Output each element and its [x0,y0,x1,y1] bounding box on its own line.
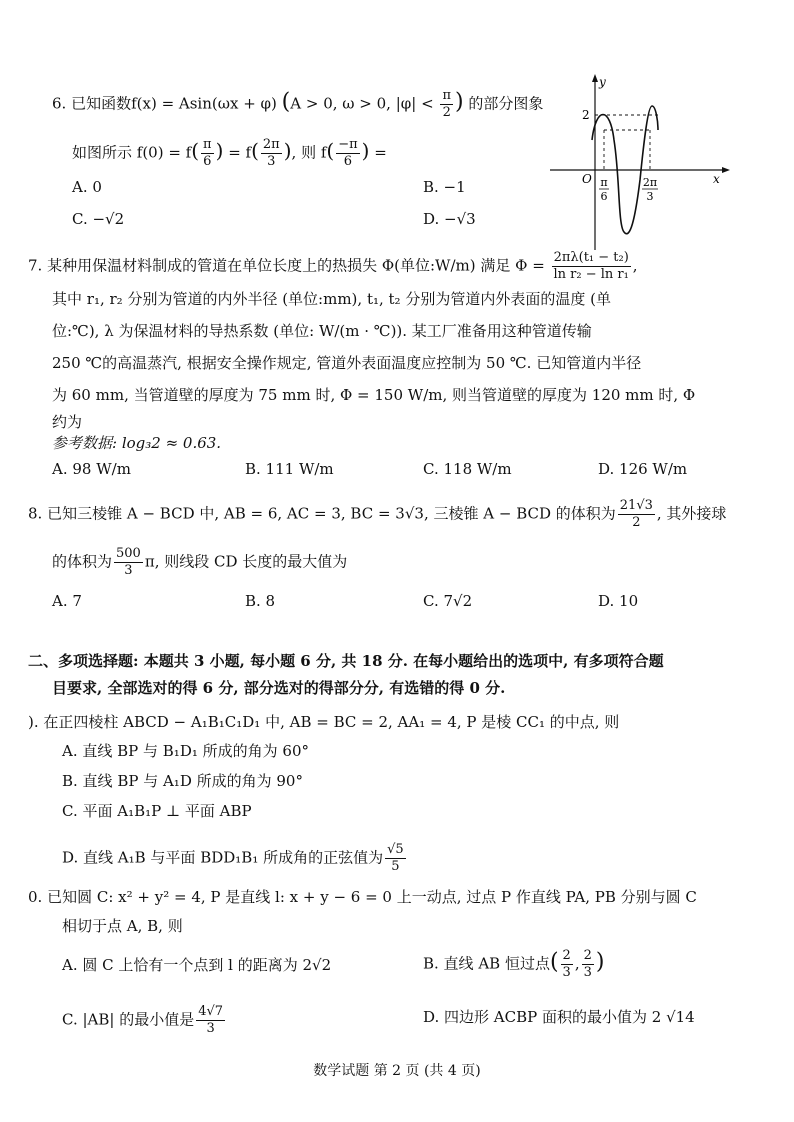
q7-option-c[interactable]: C. 118 W/m [423,460,512,478]
q8-option-a[interactable]: A. 7 [52,592,82,610]
tick-2pi-3-num: 2π [642,176,658,189]
q8-option-c[interactable]: C. 7√2 [423,592,473,610]
x-axis-label: x [713,172,720,186]
section2-title-line1: 二、多项选择题: 本题共 3 小题, 每小题 6 分, 共 18 分. 在每小题给出的选项中, 有多项符合题 [28,652,664,670]
q7-line3: 位:℃), λ 为保温材料的导热系数 (单位: W/(m · ℃)). 某工厂准备用这种管道传输 [52,322,592,340]
q10-option-b-frac-x: $\frac{2}{3}$ [562,948,571,980]
q6-frac-neg-pi-6: $\frac{-\pi}{6}$ [338,137,358,169]
q10-option-d[interactable]: D. 四边形 ACBP 面积的最小值为 2 √14 [423,1008,695,1026]
q6-frac-pi-over-2: $\frac{\pi}{2}$ [442,88,451,120]
q8-sphere-frac: $\frac{500}{3}$ [116,546,141,578]
q10-stem-line2: 相切于点 A, B, 则 [62,917,183,935]
q10-option-c-frac: $\frac{4√7}{3}$ [198,1004,224,1036]
q6-stem-b: 的部分图象 [468,94,544,113]
q6-option-c[interactable]: C. −√2 [72,210,125,228]
q9-option-b[interactable]: B. 直线 BP 与 A₁D 所成的角为 90° [62,772,303,790]
q10-option-b-frac-y: $\frac{2}{3}$ [583,948,592,980]
section2-title-line2: 目要求, 全部选对的得 6 分, 部分选对的得部分分, 有选错的得 0 分. [52,679,506,697]
q7-line4: 250 ℃的高温蒸汽, 根据安全操作规定, 管道外表面温度应控制为 50 ℃. 已知管道内半径 [52,354,642,372]
y-axis-arrow-icon [592,74,598,82]
q6-option-d[interactable]: D. −√3 [423,210,476,228]
q6-stem-line1: 6. 已知函数f(x) = Asin(ωx + φ) (A > 0, ω > 0, |φ| < $\frac{\pi}{2}$ ) 的部分图象 [52,88,544,120]
tick-2pi-3-den: 3 [646,190,654,203]
q7-line2: 其中 r₁, r₂ 分别为管道的内外半径 (单位:mm), t₁, t₂ 分别为管道内外表面的温度 (单 [52,290,611,308]
tick-pi-6-den: 6 [600,190,608,203]
q10-option-b[interactable]: B. 直线 AB 恒过点( $\frac{2}{3}$ , $\frac{2}{3}$ ) [423,948,605,980]
q10-stem-line1: 0. 已知圆 C: x² + y² = 4, P 是直线 l: x + y − 6 = 0 上一动点, 过点 P 作直线 PA, PB 分别与圆 C [28,888,697,906]
q9-option-d[interactable]: D. 直线 A₁B 与平面 BDD₁B₁ 所成角的正弦值为 $\frac{√5}{5}$ [62,842,404,874]
q6-condition: A > 0, ω > 0, |φ| < [290,94,434,113]
q9-option-d-frac: $\frac{√5}{5}$ [387,842,404,874]
q9-option-c[interactable]: C. 平面 A₁B₁P ⊥ 平面 ABP [62,802,252,820]
q10-option-a[interactable]: A. 圆 C 上恰有一个点到 l 的距离为 2√2 [62,956,332,974]
q7-option-a[interactable]: A. 98 W/m [52,460,131,478]
q9-stem: ). 在正四棱柱 ABCD − A₁B₁C₁D₁ 中, AB = BC = 2, AA₁ = 4, P 是棱 CC₁ 的中点, 则 [28,713,620,731]
q6-stem-line2: 如图所示 f(0) = f( $\frac{\pi}{6}$ ) = f( $\frac{2\pi}{3}$ ), 则 f( $\frac{-\pi}{6}$ ) = [72,137,387,169]
q8-volume-frac: $\frac{21√3}{2}$ [619,498,653,530]
q6-stem-a: 6. 已知函数f(x) = Asin(ωx + φ) [52,94,277,113]
q7-stem-line1: 7. 某种用保温材料制成的管道在单位长度上的热损失 Φ(单位:W/m) 满足 Φ = $\frac{\text{2πλ(t₁ − t₂)}}{\text{ln r₂ − ln r₁}}$ , [28,250,638,282]
amplitude-label: 2 [582,108,590,122]
q10-option-c[interactable]: C. |AB| 的最小值是 $\frac{4√7}{3}$ [62,1004,224,1036]
q7-reference-data: 参考数据: log₃2 ≈ 0.63. [52,434,222,452]
q8-option-d[interactable]: D. 10 [598,592,639,610]
q8-stem-line2: 的体积为 $\frac{500}{3}$ π, 则线段 CD 长度的最大值为 [52,546,348,578]
q7-option-d[interactable]: D. 126 W/m [598,460,688,478]
q6-frac-2pi-3: $\frac{2\pi}{3}$ [262,137,280,169]
x-axis-arrow-icon [722,167,730,173]
origin-label: O [582,172,592,186]
y-axis-label: y [599,75,606,89]
q7-option-b[interactable]: B. 111 W/m [245,460,334,478]
tick-pi-6-num: π [600,176,608,189]
q7-formula: $\frac{\text{2πλ(t₁ − t₂)}}{\text{ln r₂ − ln r₁}}$ [553,250,629,282]
q6-option-b[interactable]: B. −1 [423,178,466,196]
q6-frac-pi-6: $\frac{\pi}{6}$ [203,137,212,169]
q6-option-a[interactable]: A. 0 [72,178,102,196]
q8-option-b[interactable]: B. 8 [245,592,276,610]
q9-option-a[interactable]: A. 直线 BP 与 B₁D₁ 所成的角为 60° [62,742,309,760]
q8-stem-line1: 8. 已知三棱锥 A − BCD 中, AB = 6, AC = 3, BC = 3√3, 三棱锥 A − BCD 的体积为 $\frac{21√3}{2}$ , 其外接球 [28,498,727,530]
q6-function-graph [540,70,740,255]
q7-line5: 为 60 mm, 当管道壁的厚度为 75 mm 时, Φ = 150 W/m, 则当管道壁的厚度为 120 mm 时, Φ [52,386,696,404]
page-footer: 数学试题 第 2 页 (共 4 页) [313,1063,481,1079]
q7-line6: 约为 [52,413,83,431]
